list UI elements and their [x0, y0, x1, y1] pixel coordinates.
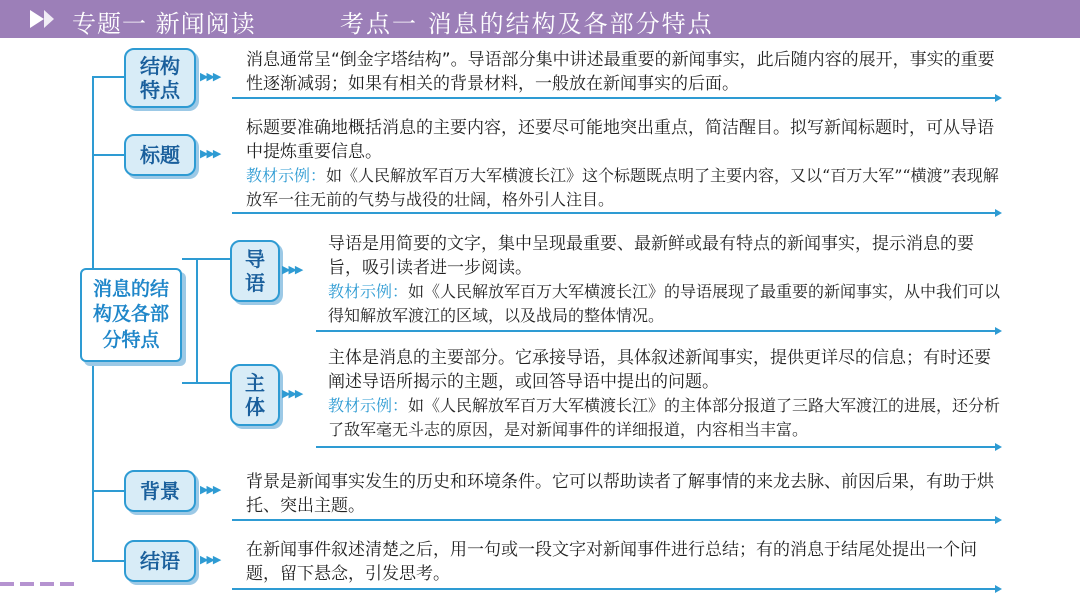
branch-1	[92, 76, 128, 78]
header-bar	[0, 0, 1080, 38]
underline-end-icon	[995, 585, 1002, 593]
label-ending	[124, 540, 196, 582]
decorative-dashes	[0, 582, 78, 586]
point-title: 考点一 消息的结构及各部分特点	[340, 10, 714, 38]
body-text: 主体是消息的主要部分。它承接导语，具体叙述新闻事实，提供更详尽的信息；有时还要阐述导语所揭示的主题，或回答导语中提出的问题。 教材示例：如《人民解放军百万大军横渡长江》的主体部分报道了三路大军渡江的进展，还分析了敌军毫无斗志的原因，是对新闻事件的详细报道，内容相当丰富。	[328, 348, 1001, 439]
arrow-icon: ▶▶▶	[200, 553, 220, 566]
label-lead-text: 导语	[245, 247, 265, 295]
underline	[232, 519, 998, 521]
background-text: 背景是新闻事实发生的历史和环境条件。它可以帮助读者了解事情的来龙去脉、前因后果，有助于烘托、突出主题。	[246, 472, 994, 516]
center-node: 消息的结构及各部分特点	[80, 268, 182, 362]
label-ending-text: 结语	[140, 549, 180, 573]
play-icon	[30, 10, 44, 28]
label-background	[124, 470, 196, 512]
arrow-icon: ▶▶▶	[200, 483, 220, 496]
underline	[316, 446, 998, 448]
underline-end-icon	[995, 327, 1002, 335]
play-icon-secondary	[44, 10, 54, 28]
label-body	[230, 364, 280, 426]
arrow-icon: ▶▶▶	[200, 147, 220, 160]
underline	[232, 97, 998, 99]
label-headline-text: 标题	[140, 143, 180, 167]
arrow-icon: ▶▶▶	[282, 387, 302, 400]
tree-trunk-right	[196, 258, 198, 382]
label-body-text: 主体	[245, 371, 265, 419]
branch-5	[92, 490, 128, 492]
label-structure	[124, 48, 196, 108]
label-structure-text: 结构特点	[140, 54, 180, 102]
underline-end-icon	[995, 516, 1002, 524]
arrow-icon: ▶▶▶	[200, 70, 220, 83]
branch-4	[182, 382, 230, 384]
branch-6	[92, 560, 128, 562]
label-lead	[230, 240, 280, 302]
underline-end-icon	[995, 209, 1002, 217]
example-label: 教材示例：	[246, 166, 327, 185]
label-background-text: 背景	[140, 479, 180, 503]
topic-title: 专题一 新闻阅读	[72, 10, 256, 38]
label-headline	[124, 134, 196, 176]
structure-text: 消息通常呈“倒金字塔结构”。导语部分集中讲述最重要的新闻事实，此后随内容的展开，事实的重要性逐渐减弱；如果有相关的背景材料，一般放在新闻事实的后面。	[246, 50, 995, 94]
underline	[232, 588, 998, 590]
example-label: 教材示例：	[328, 282, 409, 301]
arrow-icon: ▶▶▶	[282, 263, 302, 276]
underline-end-icon	[995, 443, 1002, 451]
underline	[232, 212, 998, 214]
branch-2	[92, 154, 128, 156]
underline	[316, 330, 998, 332]
lead-text: 导语是用简要的文字，集中呈现最重要、最新鲜或最有特点的新闻事实，提示消息的要旨，吸引读者进一步阅读。 教材示例：如《人民解放军百万大军横渡长江》的导语展现了最重要的新闻事实，从中我们可以得知解放军渡江的区域，以及战局的整体情况。	[328, 234, 1001, 325]
ending-text: 在新闻事件叙述清楚之后，用一句或一段文字对新闻事件进行总结；有的消息于结尾处提出一个问题，留下悬念，引发思考。	[246, 540, 977, 584]
headline-text: 标题要准确地概括消息的主要内容，还要尽可能地突出重点，简洁醒目。拟写新闻标题时，可从导语中提炼重要信息。 教材示例：如《人民解放军百万大军横渡长江》这个标题既点明了主要内容，又以“百万大军”“横渡”表现解放军一往无前的气势与战役的壮阔，格外引人注目。	[246, 118, 999, 209]
example-label: 教材示例：	[328, 396, 409, 415]
branch-3	[182, 258, 230, 260]
underline-end-icon	[995, 94, 1002, 102]
